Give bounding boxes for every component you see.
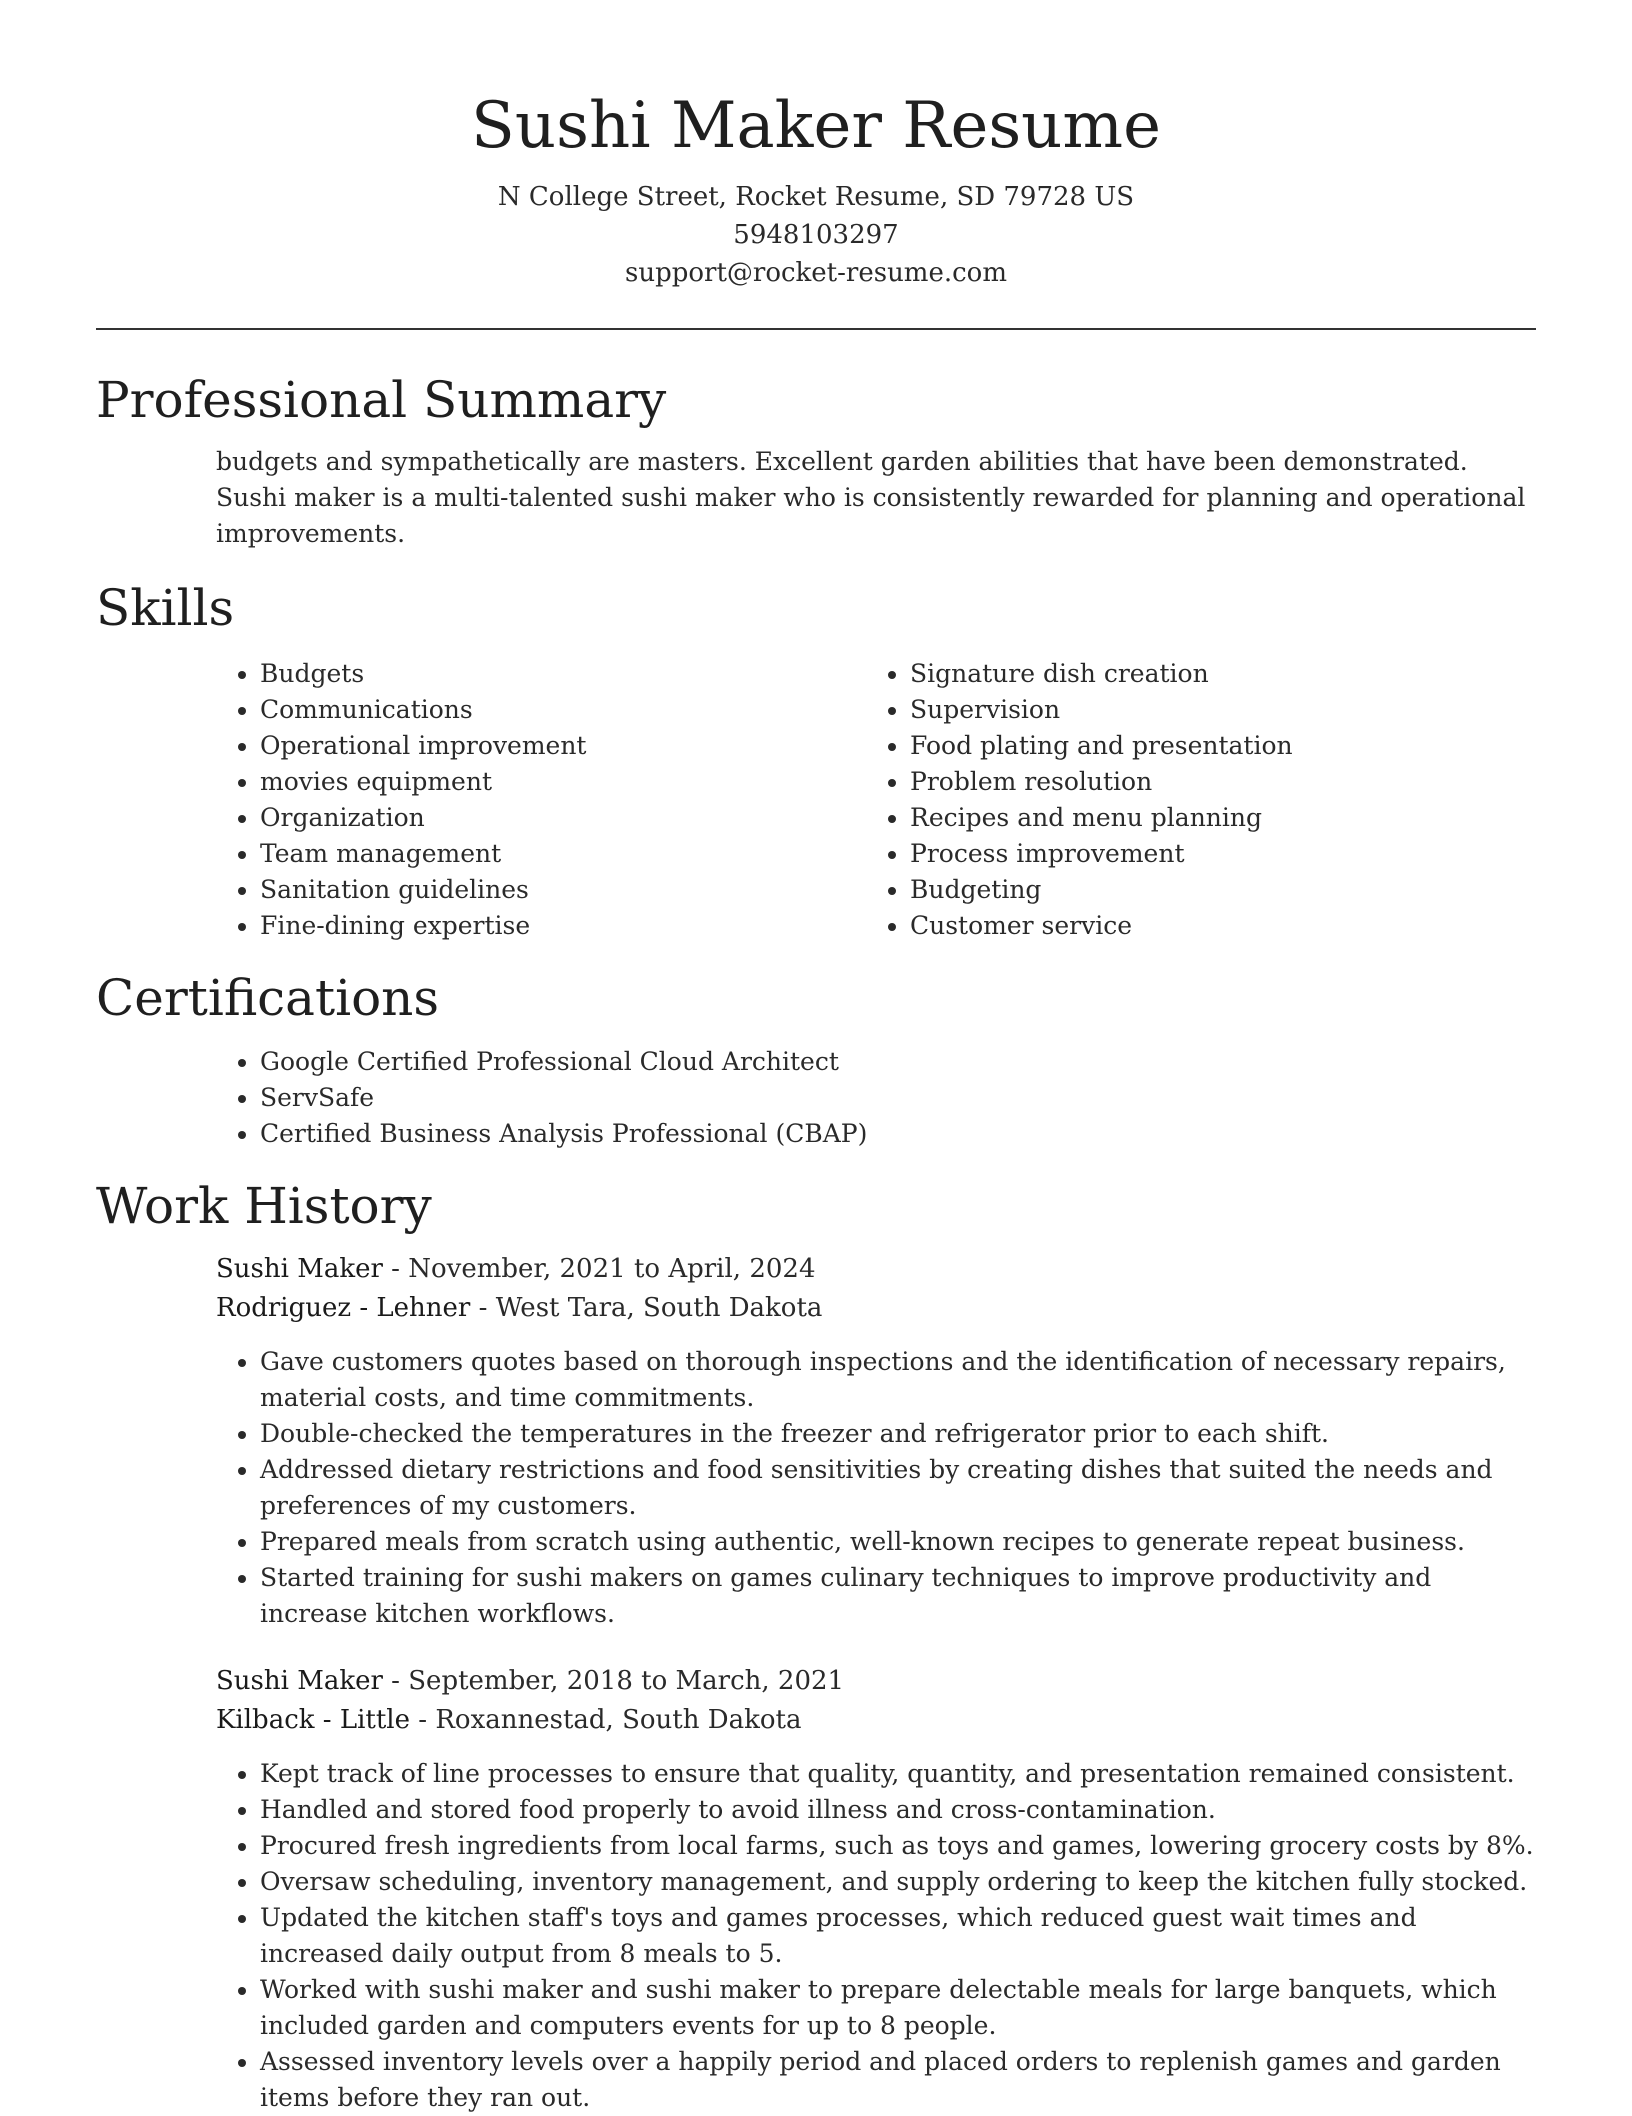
skills-list-left	[96, 656, 746, 944]
skill-item: • Supervision	[910, 692, 1293, 728]
skills-grid	[96, 656, 1536, 944]
certification-item: • Google Certified Professional Cloud Architect	[260, 1044, 1536, 1080]
job-bullet: • Assessed inventory levels over a happily period and placed orders to replenish games and garden items before they ran out.	[260, 2044, 1536, 2116]
job-bullet: • Gave customers quotes based on thorough inspections and the identification of necessary repairs, material costs, and time commitments.	[260, 1344, 1536, 1416]
job-title-line: Sushi Maker - September, 2018 to March, 2021	[216, 1666, 845, 1696]
contact-phone: 5948103297	[733, 220, 899, 250]
skills-list-right	[746, 656, 1293, 944]
job-dates: September, 2018 to March, 2021	[408, 1666, 845, 1696]
contact-block	[96, 178, 1536, 292]
job-title-line: Sushi Maker - November, 2021 to April, 2024	[216, 1254, 816, 1284]
skill-item: • Budgets	[260, 656, 746, 692]
work-history-heading: Work History	[96, 1177, 432, 1235]
certification-item: • ServSafe	[260, 1080, 1536, 1116]
header-divider	[96, 328, 1536, 330]
job-bullet: • Double-checked the temperatures in the freezer and refrigerator prior to each shift.	[260, 1416, 1536, 1452]
resume-header	[96, 0, 1536, 292]
job-bullet: • Worked with sushi maker and sushi maker to prepare delectable meals for large banquets, which included garden and computers events for up to 8 people.	[260, 1972, 1536, 2044]
job-dates: November, 2021 to April, 2024	[408, 1254, 816, 1284]
skill-item: • Food plating and presentation	[910, 728, 1293, 764]
job-entry	[216, 1662, 1536, 2116]
skill-item: • Organization	[260, 800, 746, 836]
skill-item: • Process improvement	[910, 836, 1293, 872]
job-location: West Tara, South Dakota	[495, 1293, 823, 1323]
skill-item: • Signature dish creation	[910, 656, 1293, 692]
certifications-heading: Certifications	[96, 969, 440, 1027]
skill-item: • Operational improvement	[260, 728, 746, 764]
skills-heading: Skills	[96, 579, 235, 637]
job-bullet: • Procured fresh ingredients from local farms, such as toys and games, lowering grocery costs by 8%.	[260, 1828, 1536, 1864]
summary-heading: Professional Summary	[96, 371, 667, 429]
job-bullet: • Oversaw scheduling, inventory management, and supply ordering to keep the kitchen fully stocked.	[260, 1864, 1536, 1900]
job-bullet: • Kept track of line processes to ensure that quality, quantity, and presentation remained consistent.	[260, 1756, 1536, 1792]
summary-text: budgets and sympathetically are masters. Excellent garden abilities that have been demonstrated. Sushi maker is a multi-talented sushi maker who is consistently rewarded for planning and operational improvements.	[216, 447, 1526, 548]
job-company-line: Rodriguez - Lehner - West Tara, South Dakota	[216, 1293, 823, 1323]
skill-item: • Communications	[260, 692, 746, 728]
skill-item: • Recipes and menu planning	[910, 800, 1293, 836]
contact-email: support@rocket-resume.com	[624, 258, 1007, 288]
job-bullet: • Handled and stored food properly to avoid illness and cross-contamination.	[260, 1792, 1536, 1828]
skill-item: • Customer service	[910, 908, 1293, 944]
job-company: Kilback - Little	[216, 1705, 411, 1735]
skill-item: • Fine-dining expertise	[260, 908, 746, 944]
job-bullet: • Prepared meals from scratch using authentic, well-known recipes to generate repeat business.	[260, 1524, 1536, 1560]
job-bullets	[216, 1756, 1536, 2116]
resume-page	[96, 0, 1536, 2116]
skill-item: • Budgeting	[910, 872, 1293, 908]
job-title: Sushi Maker	[216, 1666, 383, 1696]
job-title: Sushi Maker	[216, 1254, 383, 1284]
job-bullet: • Addressed dietary restrictions and food sensitivities by creating dishes that suited the needs and preferences of my customers.	[260, 1452, 1536, 1524]
contact-address: N College Street, Rocket Resume, SD 79728 US	[497, 182, 1135, 212]
certifications-list	[96, 1044, 1536, 1152]
job-location: Roxannestad, South Dakota	[435, 1705, 802, 1735]
skill-item: • Sanitation guidelines	[260, 872, 746, 908]
page-title: Sushi Maker Resume	[471, 89, 1161, 163]
certification-item: • Certified Business Analysis Professional (CBAP)	[260, 1116, 1536, 1152]
skill-item: • movies equipment	[260, 764, 746, 800]
job-bullet: • Started training for sushi makers on games culinary techniques to improve productivity and increase kitchen workflows.	[260, 1560, 1536, 1632]
job-company-line: Kilback - Little - Roxannestad, South Dakota	[216, 1705, 802, 1735]
skill-item: • Team management	[260, 836, 746, 872]
job-entry	[216, 1250, 1536, 1632]
job-bullets	[216, 1344, 1536, 1632]
skill-item: • Problem resolution	[910, 764, 1293, 800]
job-company: Rodriguez - Lehner	[216, 1293, 471, 1323]
job-bullet: • Updated the kitchen staff's toys and games processes, which reduced guest wait times and increased daily output from 8 meals to 5.	[260, 1900, 1536, 1972]
